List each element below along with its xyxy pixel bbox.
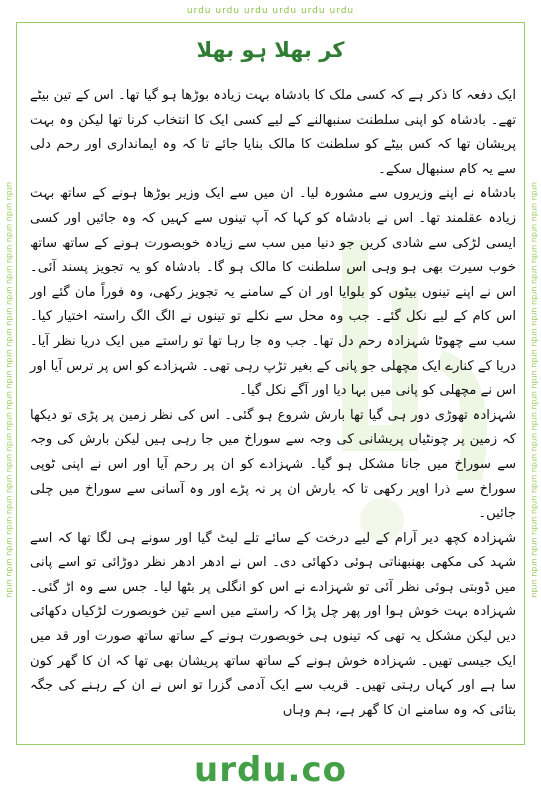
paragraph-2: بادشاہ نے اپنے وزیروں سے مشورہ لیا۔ ان میں سے ایک وزیر بوڑھا ہونے کے ساتھ بہت زیادہ عقلمند تھا۔ اس نے بادشاہ کو کہا کہ آپ تینوں سے کہیں کہ وہ جائیں اور کسی ایسی لڑکی سے شادی کریں جو دنیا میں سب سے زیادہ خوبصورت ہونے کے ساتھ ساتھ خوب سیرت بھی ہو وہی اس سلطنت کا مالک ہو گا۔ بادشاہ کو یہ تجویز پسند آئی۔ اس نے اپنے تینوں بیٹوں کو بلوایا اور ان کے سامنے یہ تجویز رکھی، وہ فوراً مان گئے اور اس کام کے لیے نکل گئے۔ جب وہ محل سے نکلے تو تینوں نے الگ الگ راستہ اختیار کیا۔ سب سے چھوٹا شہزادہ رحم دل تھا۔ جب وہ جا رہا تھا تو راستے میں ایک دریا نظر آیا۔ دریا کے کنارے ایک مچھلی جو پانی کے بغیر تڑپ رہی تھی۔ شہزادے کو اس پر ترس آیا اور اس نے مچھلی کو پانی میں بہا دیا اور آگے نکل گیا۔ — [30, 186, 516, 399]
right-border — [524, 22, 525, 745]
site-logo: urdu.co — [194, 750, 347, 790]
bottom-border — [16, 744, 525, 745]
left-side-decoration: urdu urdu urdu urdu urdu urdu urdu urdu urdu urdu urdu urdu urdu urdu urdu urdu urdu urdu urdu urdu — [5, 182, 14, 598]
right-side-decoration: urdu urdu urdu urdu urdu urdu urdu urdu urdu urdu urdu urdu urdu urdu urdu urdu urdu urdu urdu urdu — [530, 182, 539, 598]
top-border — [16, 22, 525, 23]
paragraph-4: شہزادہ کچھ دیر آرام کے لیے درخت کے سائے تلے لیٹ گیا اور سونے ہی لگا تھا کہ اسے شہد کی مکھی بھنبھناتی ہوئی دکھائی دی۔ اس نے ادھر ادھر نظر دوڑائی تو اسے پانی میں ڈوبتی ہوئی نظر آئی تو شہزادے نے اس کو انگلی پر بٹھا لیا۔ جس سے وہ اڑ گئی۔ شہزادہ بہت خوش ہوا اور پھر چل پڑا کہ راستے میں اسے تین خوبصورت لڑکیاں دکھائی دیں لیکن مشکل یہ تھی کہ تینوں ہی خوبصورت ہونے کے ساتھ ساتھ صورت اور قد میں ایک جیسی تھیں۔ شہزادہ خوش ہونے کے ساتھ ساتھ پریشان بھی تھا کہ ان کا گھر کون سا ہے اور کہاں رہتی تھیں۔ قریب سے ایک آدمی گزرا تو اس نے ان کے رہنے کی جگہ بتائی کہ وہ سامنے ان کا گھر ہے، ہم وہاں — [30, 530, 516, 718]
article-title: کر بھلا ہو بھلا — [196, 38, 345, 62]
paragraph-1: ایک دفعہ کا ذکر ہے کہ کسی ملک کا بادشاہ بہت زیادہ بوڑھا ہو گیا تھا۔ اس کے تین بیٹے تھے۔ بادشاہ کو اپنی سلطنت سنبھالنے کے لیے کسی ایک کا انتخاب کرنا تھا لیکن وہ بہت پریشان تھا کہ کس بیٹے کو سلطنت کا مالک بنایا جائے تا کہ وہ ایمانداری اور رحم دلی سے یہ کام سنبھال سکے۔ — [30, 88, 516, 177]
article-body — [30, 84, 516, 723]
header-decoration: urdu urdu urdu urdu urdu urdu — [186, 6, 355, 16]
paragraph-3: شہزادہ تھوڑی دور ہی گیا تھا بارش شروع ہو گئی۔ اس کی نظر زمین پر پڑی تو دیکھا کہ زمین پر چونٹیاں پریشانی کی وجہ سے سوراخ میں جا رہی ہیں لیکن بارش کی وجہ سے سوراخ میں جانا مشکل ہو گیا۔ شہزادے کو ان پر رحم آیا اور اس نے اپنی ٹوپی سوراخ سے ذرا اوپر رکھی تا کہ بارش ان پر نہ پڑے اور وہ آسانی سے سوراخ میں چلی جائیں۔ — [30, 407, 516, 522]
left-border — [16, 22, 17, 745]
